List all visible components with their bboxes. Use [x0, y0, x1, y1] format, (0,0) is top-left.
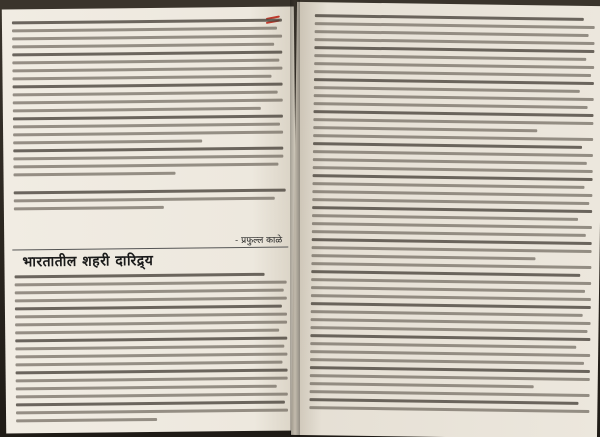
text-line: [312, 246, 592, 253]
text-line: [15, 337, 287, 343]
text-line: [314, 94, 594, 101]
text-line: [313, 118, 593, 125]
text-line: [313, 134, 593, 141]
text-line: [311, 278, 591, 285]
text-line: [12, 35, 282, 41]
page-gutter: [290, 0, 300, 437]
text-line: [311, 270, 580, 277]
text-line: [16, 385, 277, 391]
text-line: [309, 406, 589, 413]
text-line: [310, 334, 590, 341]
text-line: [310, 342, 576, 349]
text-line: [311, 318, 591, 325]
text-line: [13, 163, 278, 169]
text-line: [13, 83, 283, 89]
text-line: [16, 409, 288, 415]
text-line: [15, 305, 282, 311]
article-body-top: [12, 19, 284, 182]
text-line: [310, 390, 590, 397]
text-line: [14, 189, 286, 195]
section-divider: [12, 247, 288, 251]
text-line: [14, 206, 164, 211]
text-line: [13, 123, 280, 129]
text-line: [309, 398, 578, 405]
text-line: [16, 369, 288, 375]
text-line: [311, 262, 591, 269]
text-line: [313, 174, 593, 181]
text-line: [12, 19, 282, 25]
text-line: [13, 155, 283, 161]
text-line: [313, 126, 537, 132]
text-line: [16, 418, 157, 422]
text-line: [15, 329, 279, 335]
text-line: [314, 86, 580, 93]
text-line: [312, 190, 592, 197]
text-line: [12, 75, 271, 81]
text-line: [15, 353, 287, 359]
text-line: [314, 38, 594, 45]
text-line: [15, 345, 284, 351]
text-line: [13, 139, 202, 144]
text-line: [313, 158, 587, 165]
pull-quote: [14, 189, 286, 218]
text-line: [311, 302, 591, 309]
text-line: [15, 281, 287, 287]
text-line: [15, 313, 287, 319]
text-line: [13, 107, 261, 113]
section-title: भारतातील शहरी दारिद्र्य: [22, 252, 154, 271]
text-line: [12, 43, 274, 49]
text-line: [12, 51, 282, 57]
text-line: [314, 62, 594, 69]
text-line: [314, 54, 586, 61]
text-line: [311, 294, 591, 301]
text-line: [315, 14, 584, 21]
text-line: [315, 30, 589, 37]
text-line: [312, 198, 589, 205]
left-page: [2, 6, 298, 433]
text-line: [13, 91, 278, 97]
text-line: [16, 401, 285, 407]
text-line: [314, 46, 594, 53]
text-line: [314, 102, 588, 109]
article-body-bottom: [15, 273, 289, 428]
text-line: [310, 350, 590, 357]
text-line: [14, 172, 176, 177]
text-line: [311, 286, 585, 293]
text-line: [16, 393, 288, 399]
text-line: [312, 206, 592, 213]
text-line: [313, 142, 582, 149]
text-line: [314, 78, 594, 85]
text-line: [310, 382, 534, 388]
text-line: [13, 147, 283, 153]
text-line: [15, 321, 287, 327]
text-line: [313, 150, 593, 157]
text-line: [13, 115, 283, 121]
text-line: [313, 110, 593, 117]
byline: - प्रफुल्ल काळे: [235, 235, 283, 247]
text-line: [14, 197, 275, 203]
text-line: [15, 289, 284, 295]
text-line: [13, 99, 283, 105]
text-line: [310, 374, 590, 381]
text-line: [310, 358, 584, 365]
text-line: [312, 238, 592, 245]
text-line: [311, 254, 535, 260]
article-body-right: [309, 14, 595, 418]
text-line: [312, 230, 586, 237]
text-line: [312, 222, 592, 229]
text-line: [310, 326, 587, 333]
text-line: [312, 214, 578, 221]
text-line: [15, 273, 265, 279]
text-line: [314, 70, 591, 77]
text-line: [310, 366, 590, 373]
text-line: [313, 166, 593, 173]
text-line: [15, 297, 287, 303]
text-line: [315, 22, 595, 29]
text-line: [13, 131, 283, 137]
text-line: [15, 361, 282, 367]
text-line: [12, 67, 282, 73]
text-line: [12, 27, 277, 33]
text-line: [16, 377, 288, 383]
text-line: [312, 182, 584, 189]
right-page: [291, 2, 600, 437]
text-line: [311, 310, 583, 317]
text-line: [12, 59, 279, 65]
